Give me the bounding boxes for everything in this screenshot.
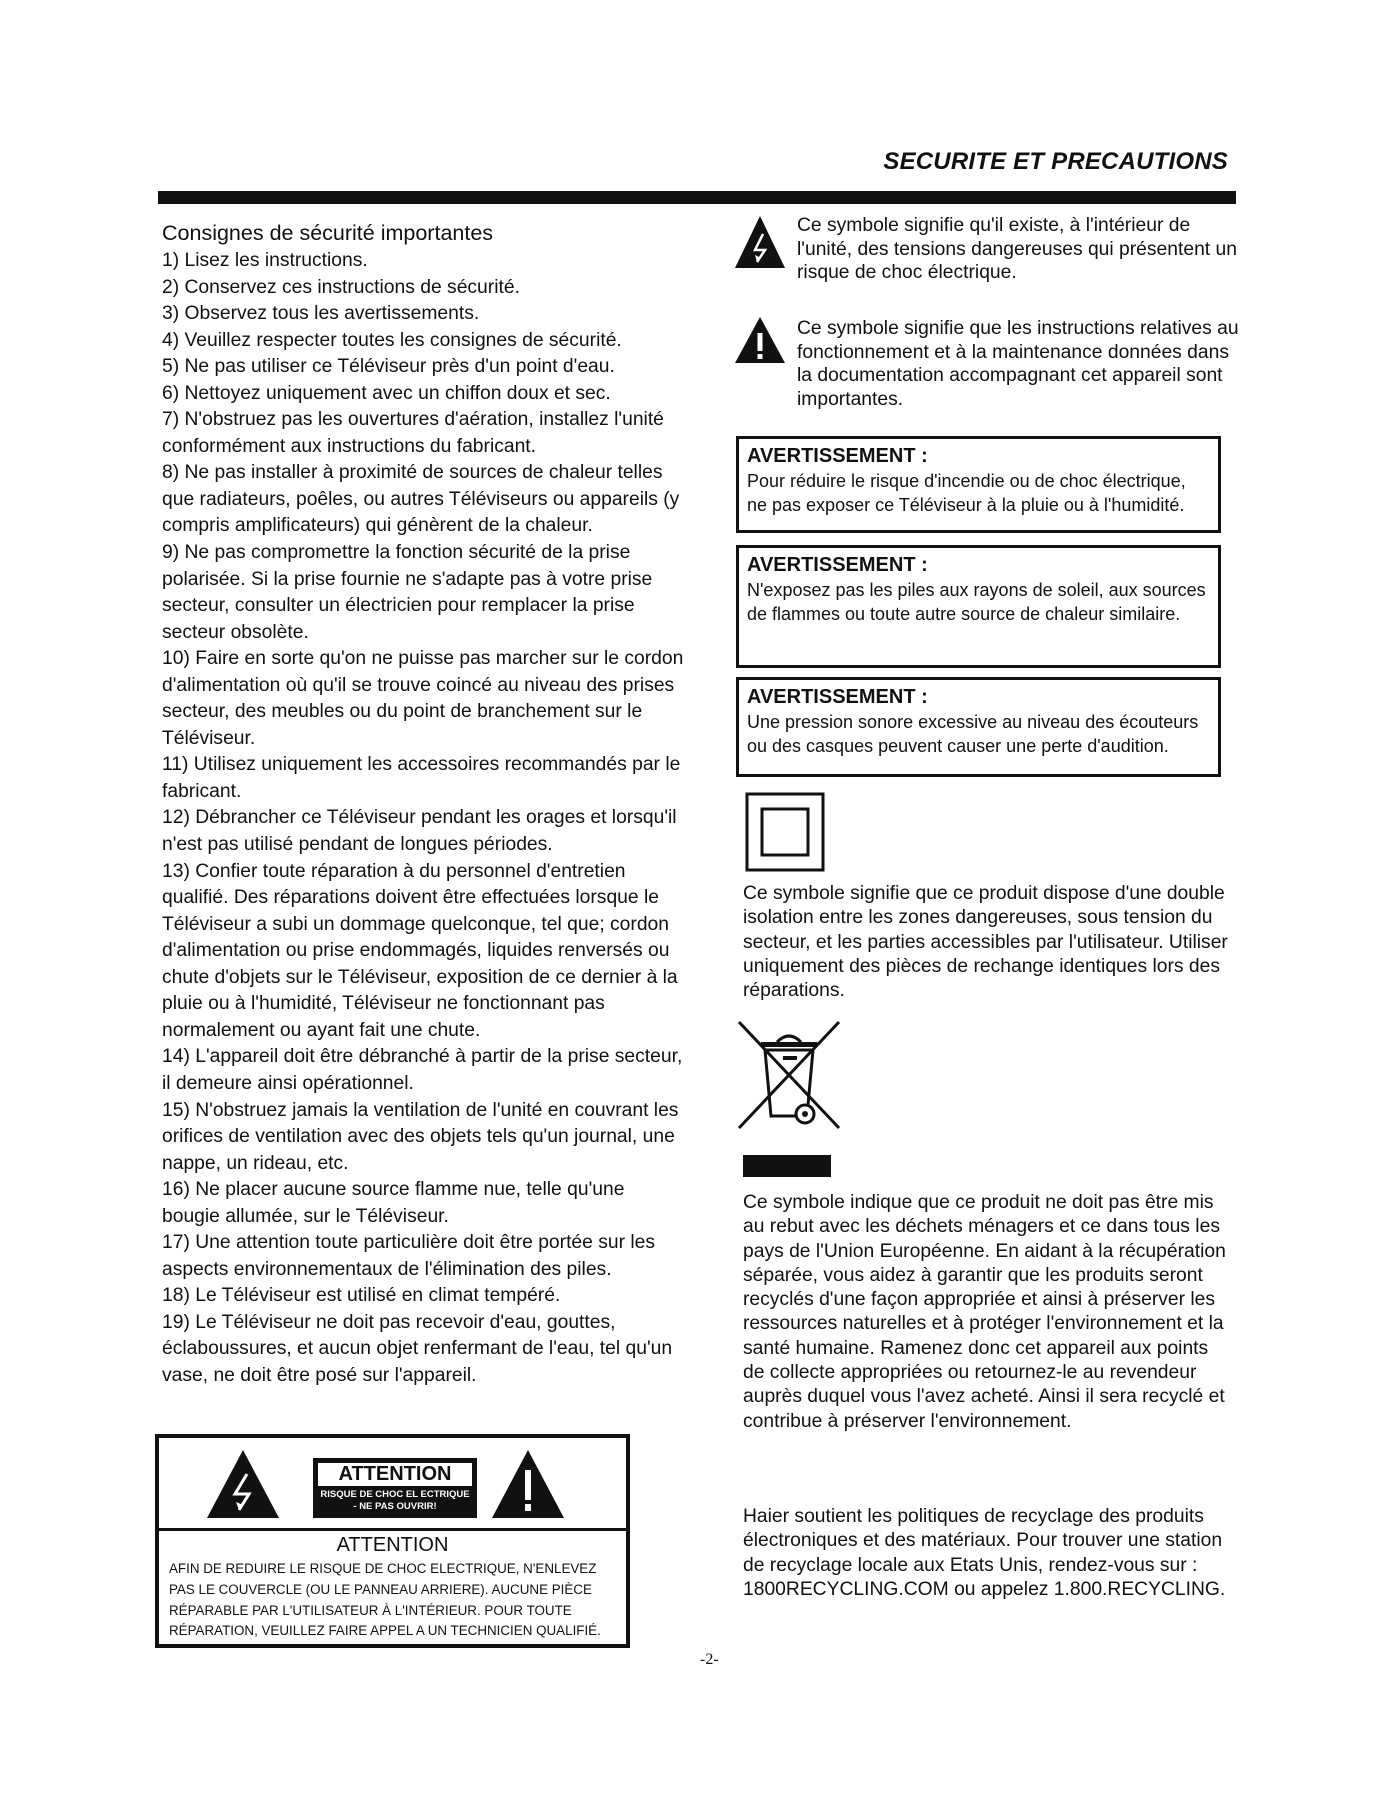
- warning-text: N'exposez pas les piles aux rayons de soleil, aux sources de flammes ou toute autre source de chaleur similaire.: [747, 580, 1206, 624]
- list-item: 11) Utilisez uniquement les accessoires recommandés par le fabricant.: [162, 754, 681, 802]
- attention-label: [313, 1458, 477, 1518]
- double-insulation-text: Ce symbole signifie que ce produit dispose d'une double isolation entre les zones dangereuses, sous tension du secteur, et les parties accessibles par l'utilisateur. Utiliser uniquement des pièces de rechange identiques lors des réparations.: [743, 883, 1228, 1002]
- header-rule: [158, 191, 1236, 204]
- list-item: 16) Ne placer aucune source flamme nue, telle qu'une bougie allumée, sur le Téléviseur.: [162, 1179, 625, 1227]
- warning-title: AVERTISSEMENT :: [747, 554, 928, 576]
- list-item: 2) Conservez ces instructions de sécurité.: [162, 276, 520, 298]
- list-item: 14) L'appareil doit être débranché à partir de la prise secteur, il demeure ainsi opérationnel.: [162, 1046, 683, 1094]
- recycling-text: Haier soutient les politiques de recyclage des produits électroniques et des matériaux. Pour trouver une station de recyclage locale aux Etats Unis, rendez-vous sur : 1800RECYCLING.COM ou appelez 1.800.RECYCLING.: [743, 1506, 1226, 1600]
- list-item: 8) Ne pas installer à proximité de sources de chaleur telles que radiateurs, poêles, ou autres Téléviseurs ou appareils (y compris amplificateurs) qui génèrent de la chaleur.: [162, 462, 680, 537]
- warning-box: [736, 545, 1221, 668]
- list-item: 19) Le Téléviseur ne doit pas recevoir d'eau, gouttes, éclaboussures, et aucun objet renfermant de l'eau, tel qu'un vase, ne doit être posé sur l'appareil.: [162, 1311, 673, 1386]
- list-item: 15) N'obstruez jamais la ventilation de l'unité en couvrant les orifices de ventilation avec des objets tels qu'un journal, une nappe, un rideau, etc.: [162, 1099, 679, 1174]
- list-item: 10) Faire en sorte qu'on ne puisse pas marcher sur le cordon d'alimentation où qu'il se trouve coincé au niveau des prises secteur, des meubles ou du point de branchement sur le Téléviseur.: [162, 648, 684, 749]
- list-item: 12) Débrancher ce Téléviseur pendant les orages et lorsqu'il n'est pas utilisé pendant de longues périodes.: [162, 807, 677, 856]
- list-item: 9) Ne pas compromettre la fonction sécurité de la prise polarisée. Si la prise fournie ne s'adapte pas à votre prise secteur, consulter un électricien pour remplacer la prise secteur obsolète.: [162, 542, 653, 643]
- list-item: 13) Confier toute réparation à du personnel d'entretien qualifié. Des réparations doivent être effectuées lorsque le Téléviseur a subi un dommage quelconque, tel que; cordon d'alimentation ou prise endommagés, liquides renversés ou chute d'objets sur le Téléviseur, exposition de ce dernier à la pluie ou à l'humidité, Téléviseur ne fonctionnant pas normalement ou ayant fait une chute.: [162, 860, 678, 1041]
- caution-label-row: [159, 1438, 626, 1531]
- voltage-symbol-text: Ce symbole signifie qu'il existe, à l'intérieur de l'unité, des tensions dangereuses qui présentent un risque de choc électrique.: [797, 215, 1237, 283]
- double-insulation-icon: [745, 792, 825, 872]
- warning-box: [736, 436, 1221, 533]
- list-item: 7) N'obstruez pas les ouvertures d'aération, installez l'unité conformément aux instructions du fabricant.: [162, 409, 664, 457]
- weee-text: Ce symbole indique que ce produit ne doit pas être mis au rebut avec les déchets ménagers et ce dans tous les pays de l'Union Européenne. En aidant à la récupération séparée, vous aidez à garantir que les produits seront recyclés d'une façon appropriée et ainsi à préserver les ressources naturelles et à protéger l'environnement et la santé humaine. Ramenez donc cet appareil aux points de collecte appropriées ou retournez-le au revendeur auprès duquel vous l'avez acheté. Ainsi il sera recyclé et contribue à préserver l'environnement.: [743, 1192, 1226, 1432]
- list-item: 1) Lisez les instructions.: [162, 250, 368, 271]
- list-item: 5) Ne pas utiliser ce Téléviseur près d'un point d'eau.: [162, 356, 615, 378]
- crossed-bin-icon: [733, 1016, 845, 1134]
- list-item: 17) Une attention toute particulière doit être portée sur les aspects environnementaux de l'élimination des piles.: [162, 1232, 656, 1280]
- page-number: -2-: [700, 1651, 719, 1668]
- caution-box: [155, 1434, 630, 1648]
- list-item: 18) Le Téléviseur est utilisé en climat tempéré.: [162, 1285, 561, 1307]
- instructions-symbol-text: Ce symbole signifie que les instructions relatives au fonctionnement et à la maintenance données dans la documentation accompagnant cet appareil sont importantes.: [797, 318, 1239, 410]
- caution-text: AFIN DE REDUIRE LE RISQUE DE CHOC ELECTRIQUE, N'ENLEVEZ PAS LE COUVERCLE (OU LE PANNEAU ARRIERE). AUCUNE PIÈCE RÉPARABLE PAR L'UTILISATEUR À L'INTÉRIEUR. POUR TOUTE RÉPARATION, VEUILLEZ FAIRE APPEL A UN TECHNICIEN QUALIFIÉ.: [169, 1561, 601, 1639]
- warning-text: Une pression sonore excessive au niveau des écouteurs ou des casques peuvent causer une perte d'audition.: [747, 712, 1199, 756]
- lightning-triangle-icon: [205, 1448, 281, 1520]
- list-item: 4) Veuillez respecter toutes les consignes de sécurité.: [162, 329, 622, 351]
- warning-box: [736, 677, 1221, 777]
- attention-label-subtitle: RISQUE DE CHOC EL ECTRIQUE - NE PAS OUVRIR!: [320, 1489, 470, 1512]
- page-title: SECURITE ET PRECAUTIONS: [883, 148, 1228, 175]
- exclamation-triangle-icon: [733, 305, 787, 365]
- safety-heading: Consignes de sécurité importantes: [162, 221, 494, 245]
- safety-instructions: [162, 220, 687, 1390]
- lightning-triangle-icon: [733, 214, 787, 270]
- list-item: 6) Nettoyez uniquement avec un chiffon doux et sec.: [162, 382, 611, 404]
- warning-title: AVERTISSEMENT :: [747, 686, 928, 708]
- attention-label-title: ATTENTION: [318, 1463, 472, 1486]
- list-item: 3) Observez tous les avertissements.: [162, 303, 480, 325]
- caution-heading: ATTENTION: [336, 1534, 449, 1556]
- weee-black-bar: [743, 1155, 831, 1177]
- instruction-list: [162, 248, 687, 1390]
- warning-title: AVERTISSEMENT :: [747, 445, 928, 467]
- exclamation-triangle-icon: [490, 1448, 566, 1520]
- warning-text: Pour réduire le risque d'incendie ou de choc électrique, ne pas exposer ce Téléviseur à la pluie ou à l'humidité.: [747, 471, 1186, 515]
